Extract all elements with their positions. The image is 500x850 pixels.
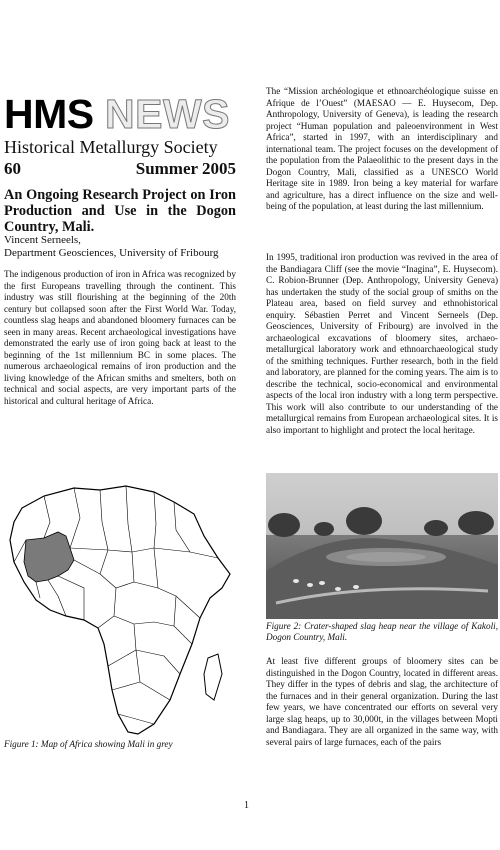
article-author: Vincent Serneels, (4, 234, 81, 246)
paragraph-maesao: The “Mission archéologique et ethnoarchéologique suisse en Afrique de l’Ouest” (MAESAO — E. Huysecom, Dep. Anthropology, University of Geneva), is leading the research project “Human population and paleoenvironment in West Africa”, started in 1997, with an interdisciplinary and international team. The project focuses on the development of the population from the Palaeolithic to the present days in the Dogon Country, Mali, classified as a UNESCO World Heritage site in 1989. Iron being a key material for warfare and agriculture, has a direct influence on the size and well-being of the population, at least during the last millennium. (266, 86, 498, 211)
page-number: 1 (244, 800, 249, 811)
figure-1-caption: Figure 1: Map of Africa showing Mali in grey (4, 739, 173, 749)
paragraph-1995: In 1995, traditional iron production was revived in the area of the Bandiagara Cliff (see the movie “Inagina”, E. Huysecom). C. Robion-Brunner (Dep. Anthropology, University Geneva) has undertaken the study of the social group of smiths on the Plateau area, based on field survey and ethnohistorical enquiry. Sébastien Perret and Vincent Serneels (Dep. Geosciences, University of Fribourg) are involved in the archaeological excavations of bloomery sites, archaeo-metallurgical laboratory work and ethnoarchaeological study of the smithing techniques. Further research, both in the field and laboratory, are planned for the coming years. The aim is to describe the technical, socio-economical and environmental aspects of the local iron industry with a long term perspective. This work will also contribute to our understanding of the metallurgical remains from European archaeological sites. It is also important to highlight and protect the local heritage. (266, 252, 498, 435)
society-name: Historical Metallurgy Society (4, 137, 218, 157)
masthead-hms: HMS (4, 91, 94, 137)
masthead-news: NEWS (105, 91, 230, 137)
slag-heap-photo-image (266, 473, 498, 619)
masthead (4, 92, 244, 136)
africa-map-figure (4, 478, 236, 736)
slag-heap-photo (266, 473, 498, 619)
paragraph-intro: The indigenous production of iron in Africa was recognized by the first Europeans travelling through the continent. This industry was still flourishing at the beginning of the 20th century but collapsed soon after the First World War. Today, countless slag heaps and abandoned bloomery furnaces can be seen in many areas. Recent archaeological investigations have demonstrated the early use of iron going back at least to the beginning of the 1st millennium BC in some places. The numerous archaeological remains of iron production and the living knowledge of the African smiths and smelters, both on technical and social aspects, are very important parts of the historical and cultural heritage of Africa. (4, 269, 236, 406)
article-title: An Ongoing Research Project on Iron Production and Use in the Dogon Country, Mali. (4, 187, 236, 235)
author-department: Department Geosciences, University of Fribourg (4, 247, 219, 259)
africa-map (4, 478, 236, 736)
issue-date: Summer 2005 (135, 159, 236, 178)
paragraph-bloomery-sites: At least five different groups of bloomery sites can be distinguished in the Dogon Country, located in different areas. They differ in the types of debris and slag, the architecture of the furnaces and in their general organization. During the last few years, we have concentrated our efforts on several very large slag heaps, up to 30,000t, in the villages between Mopti and Bandiagara. They are all organized in the same way, with several pairs of large furnaces, each of the pairs (266, 656, 498, 747)
issue-number: 60 (4, 159, 21, 178)
figure-2-caption: Figure 2: Crater-shaped slag heap near the village of Kakoli, Dogon Country, Mali. (266, 621, 498, 642)
